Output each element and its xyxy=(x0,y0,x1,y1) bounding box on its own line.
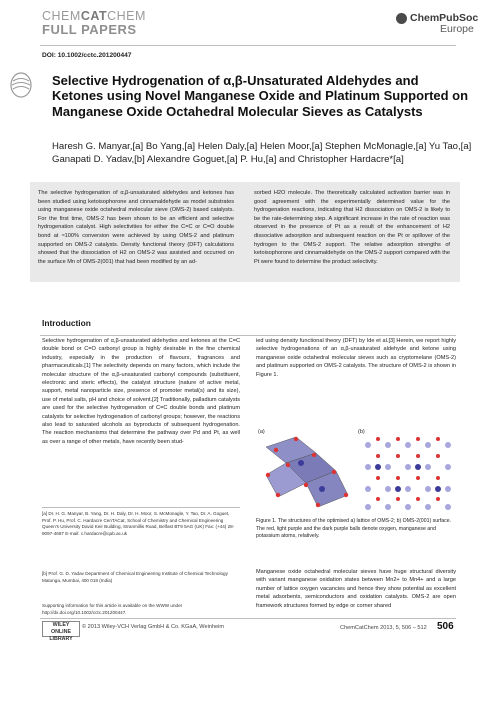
publisher-sub: Europe xyxy=(440,23,474,35)
intro-col1: Selective hydrogenation of α,β-unsaturated aldehydes and ketones at the C=C double bond or C=O carbonyl group is highly desirable in the fine chemical industry, especially in the production of flavours, fragrances and pharmaceuticals.[1] The selectivity depends on many factors, which include the molecular structure of the α,β-unsaturated carbonyl compounds (substituent, electronic and steric effects), the catalyst structure (nature of active metal, support, metal nanoparticle size, presence of promoter metal(s) and its size), use of metal salts, pH and choice of solvent.[2] Traditionally, palladium catalysts are used for the selective hydrogenation of C=C double bonds and platinum catalysts for selective hydrogenation of carbonyl groups; however, the reactions also lead to saturated alcohols as byproducts of subsequent hydrogenation. The reaction mechanisms that determine the pathway over Pd and Pt, as well as over a range of other metals, have recently been stud- xyxy=(42,338,240,445)
figure-label-a: (a) xyxy=(258,429,265,435)
publisher-dot-icon xyxy=(396,13,407,24)
copyright: © 2013 Wiley-VCH Verlag GmbH & Co. KGaA, Weinheim xyxy=(82,624,225,630)
header-rule xyxy=(40,45,456,46)
intro-col2-continued: Manganese oxide octahedral molecular sieves have huge structural diversity with variant manganese oxidation states between Mn2+ to Mn4+ and a large number of lattice oxygen vacancies and hence they show potential as excellent metal adsorbents, semiconductors and oxidation catalysts. OMS-2 are open framework structures formed by edge or corner shared xyxy=(256,569,456,609)
article-authors: Haresh G. Manyar,[a] Bo Yang,[a] Helen Daly,[a] Helen Moor,[a] Stephen McMonagle,[a] Yu Tao,[a] Ganapati D. Yadav,[b] Alexandre Goguet,[a] P. Hu,[a] and Christopher Hardacre*[a] xyxy=(52,141,472,166)
section-rule xyxy=(40,335,456,336)
abstract-right: sorbed H2O molecule. The theoretically calculated activation barrier was in good agreement with the experimentally determined value for the hydrogenation reactions, indicating that H2 dissociation on OMS-2 is likely to be the rate-determining step. A significant increase in the rate of reaction was observed in the presence of Pt as a result of the enhancement of H2 dissociative adsorption and subsequent reaction on the Pt or spillover of the hydrogen to the OMS-2 support. The relative adsorption strengths of ketoisophorone and cinnamaldehyde on the OMS-2 support compared with the Pt were found to determine the product selectivity. xyxy=(254,190,450,265)
figure-label-b: (b) xyxy=(358,429,365,435)
journal-brand: CHEMCATCHEM xyxy=(42,9,146,23)
article-title: Selective Hydrogenation of α,β-Unsaturated Aldehydes and Ketones using Novel Manganese Oxide and Platinum Supported on Manganese Oxide Octahedral Molecular Sieves as Catalysts xyxy=(52,73,469,119)
footnote-rule xyxy=(42,507,240,508)
publisher-logo xyxy=(396,12,496,35)
journal-reference: ChemCatChem 2013, 5, 506 – 512 xyxy=(340,625,427,631)
wiley-logo: WILEY ONLINE LIBRARY xyxy=(42,621,80,637)
footnote-b: [b] Prof. G. D. Yadav Department of Chemical Engineering Institute of Chemical Technology Matunga, Mumbai, 400 019 (India) xyxy=(42,571,228,583)
figure-1 xyxy=(256,425,456,513)
article-emblem-icon xyxy=(10,72,32,98)
section-heading: Introduction xyxy=(42,318,91,328)
abstract-left: The selective hydrogenation of α,β-unsaturated aldehydes and ketones has been studied using ketoisophorone and cinnamaldehyde as model substrates using manganese oxide octahedral molecular sieve (OMS-2) based catalysts. For the first time, OMS-2 has been shown to be an efficient and selective hydrogenation catalyst. High selectivities for either the C=C or C=O double bond at ≈100% conversion were achieved by using OMS-2 and platinum supported on OMS-2 catalysts. Density functional theory (DFT) calculations showed that the dissociation of H2 on OMS-2 was assisted and occurred on the surface Mn of OMS-2(001) that had been modified by an ad- xyxy=(38,190,234,265)
abstract-box xyxy=(30,182,460,282)
publisher-main: ChemPubSoc xyxy=(410,12,479,24)
figure-caption: Figure 1. The structures of the optimised a) lattice of OMS-2; b) OMS-2(001) surface. The red, light purple and the dark purple balls denote oxygen, manganese and potassium atoms, relatively. xyxy=(256,518,452,540)
page-number: 506 xyxy=(437,621,454,632)
paper-type: FULL PAPERS xyxy=(42,22,137,37)
doi: DOI: 10.1002/cctc.201200447 xyxy=(42,52,132,59)
intro-col2: ied using density functional theory (DFT) by Ide et al.[3] Herein, we report highly selective hydrogenations of an α,β-unsaturated aldehyde and ketone using manganese oxide octahedral molecular sieves such as cryptomelane (OMS-2) and platinum supported on OMS-2 catalysts. The structure of OMS-2 is shown in Figure 1. xyxy=(256,338,456,378)
footnote-a: [a] Dr. H. G. Manyar, B. Yang, Dr. H. Daly, Dr. H. Moor, S. McMonagle, Y. Tao, Dr. A. Goguet, Prof. P. Hu, Prof. C. Hardacre CenTACat, School of Chemistry and Chemical Engineering Queen's University David Keir Building, Stranmillis Road, Belfast BT9 5AG (UK) Fax: (+44) 28-9097-4687 E-mail: c.hardacre@qub.ac.uk xyxy=(42,511,235,536)
footer-rule xyxy=(40,618,456,619)
footnote-supporting-info: Supporting information for this article is available on the WWW under http://dx.doi.org/10.1002/cctc.201200447. xyxy=(42,603,183,615)
